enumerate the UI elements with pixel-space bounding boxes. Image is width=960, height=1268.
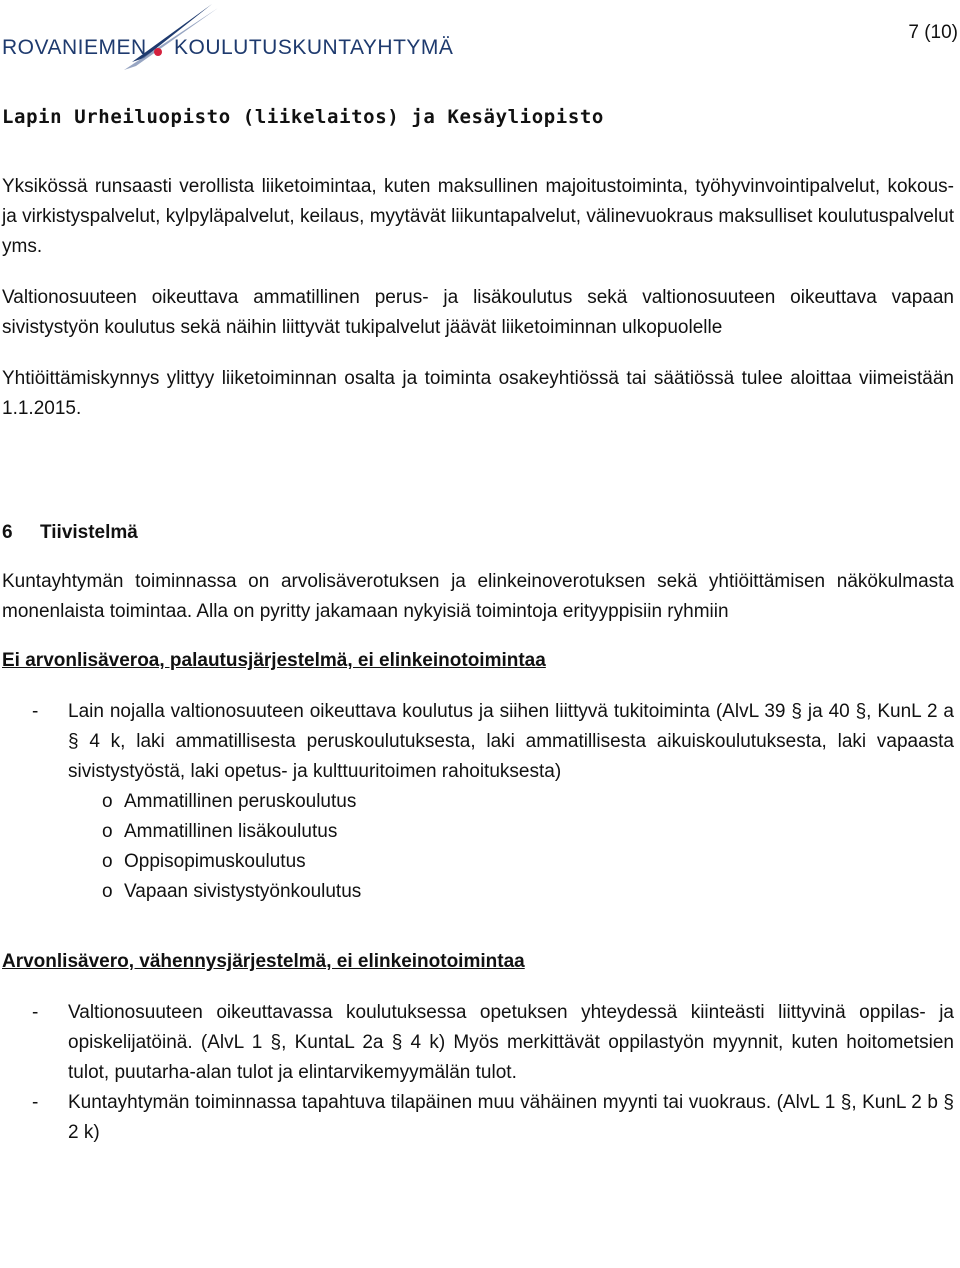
sublist-text: Oppisopimuskoulutus: [124, 851, 306, 872]
group1-sublist: [102, 787, 954, 907]
group1-item: Lain nojalla valtionosuuteen oikeuttava koulutus ja siihen liittyvä tukitoiminta (AlvL 39 § ja 40 §, KunL 2 a § 4 k, laki ammatillisesta peruskoulutuksesta, laki ammatillisesta aikuiskoulutuksesta, laki vapaasta sivistystyöstä, laki opetus- ja kulttuuritoimen rahoituksesta): [68, 701, 954, 782]
page-number: 7 (10): [908, 22, 958, 43]
sublist-text: Vapaan sivistystyönkoulutus: [124, 881, 362, 902]
sublist-text: Ammatillinen peruskoulutus: [124, 791, 357, 812]
dash-marker: -: [32, 1002, 39, 1023]
section-heading: [2, 518, 954, 548]
group2-heading: Arvonlisävero, vähennysjärjestelmä, ei elinkeinotoimintaa: [2, 951, 525, 972]
section-intro: Kuntayhtymän toiminnassa on arvolisäverotuksen ja elinkeinoverotuksen sekä yhtiöittämisen näkökulmasta monenlaista toimintaa. Alla on pyritty jakamaan nykyisiä toimintoja erityyppisiin ryhmiin: [2, 571, 954, 622]
circle-marker: o: [102, 851, 113, 872]
circle-marker: o: [102, 821, 113, 842]
paragraph-2: Valtionosuuteen oikeuttava ammatillinen perus- ja lisäkoulutus sekä valtionosuuteen oikeuttava vapaan sivistystyön koulutus sekä näihin liittyvät tukipalvelut jäävät liiketoiminnan ulkopuolelle: [2, 287, 954, 338]
circle-marker: o: [102, 881, 113, 902]
document-body: [2, 102, 954, 1148]
group1-heading: Ei arvonlisäveroa, palautusjärjestelmä, ei elinkeinotoimintaa: [2, 650, 546, 671]
sublist-text: Ammatillinen lisäkoulutus: [124, 821, 338, 842]
circle-marker: o: [102, 791, 113, 812]
group2-item-1: Valtionosuuteen oikeuttavassa koulutuksessa opetuksen yhteydessä kiinteästi liittyvinä oppilas- ja opiskelijatöinä. (AlvL 1 §, KuntaL 2a § 4 k) Myös merkittävät oppilastyön myynnit, kuten hoitometsien tulot, puutarha-alan tulot ja elintarvikemyymälän tulot.: [68, 1002, 954, 1083]
page-title: Lapin Urheiluopisto (liikelaitos) ja Kesäyliopisto: [2, 106, 604, 128]
sublist-item: [102, 877, 954, 907]
dash-marker: -: [32, 1092, 39, 1113]
section-title: Tiivistelmä: [40, 522, 138, 543]
logo-text-left: ROVANIEMEN: [2, 36, 147, 59]
list-item: [2, 998, 954, 1088]
list-item: [2, 1088, 954, 1148]
organization-logo: [2, 0, 454, 78]
logo-text-right: KOULUTUSKUNTAYHTYMÄ: [174, 36, 454, 59]
section-number: 6: [2, 522, 13, 543]
sublist-item: [102, 787, 954, 817]
paragraph-1: Yksikössä runsaasti verollista liiketoimintaa, kuten maksullinen majoitustoiminta, työhyvinvointipalvelut, kokous- ja virkistyspalvelut, kylpyläpalvelut, keilaus, myytävät liikuntapalvelut, välinevuokraus maksulliset koulutuspalvelut yms.: [2, 176, 954, 257]
sublist-item: [102, 847, 954, 877]
group2-item-2: Kuntayhtymän toiminnassa tapahtuva tilapäinen muu vähäinen myynti tai vuokraus. (AlvL 1 §, KunL 2 b § 2 k): [68, 1092, 954, 1143]
dash-marker: -: [32, 701, 39, 722]
paragraph-3: Yhtiöittämiskynnys ylittyy liiketoiminnan osalta ja toiminta osakeyhtiössä tai säätiössä tulee aloittaa viimeistään 1.1.2015.: [2, 368, 954, 419]
list-item: [2, 697, 954, 787]
sublist-item: [102, 817, 954, 847]
